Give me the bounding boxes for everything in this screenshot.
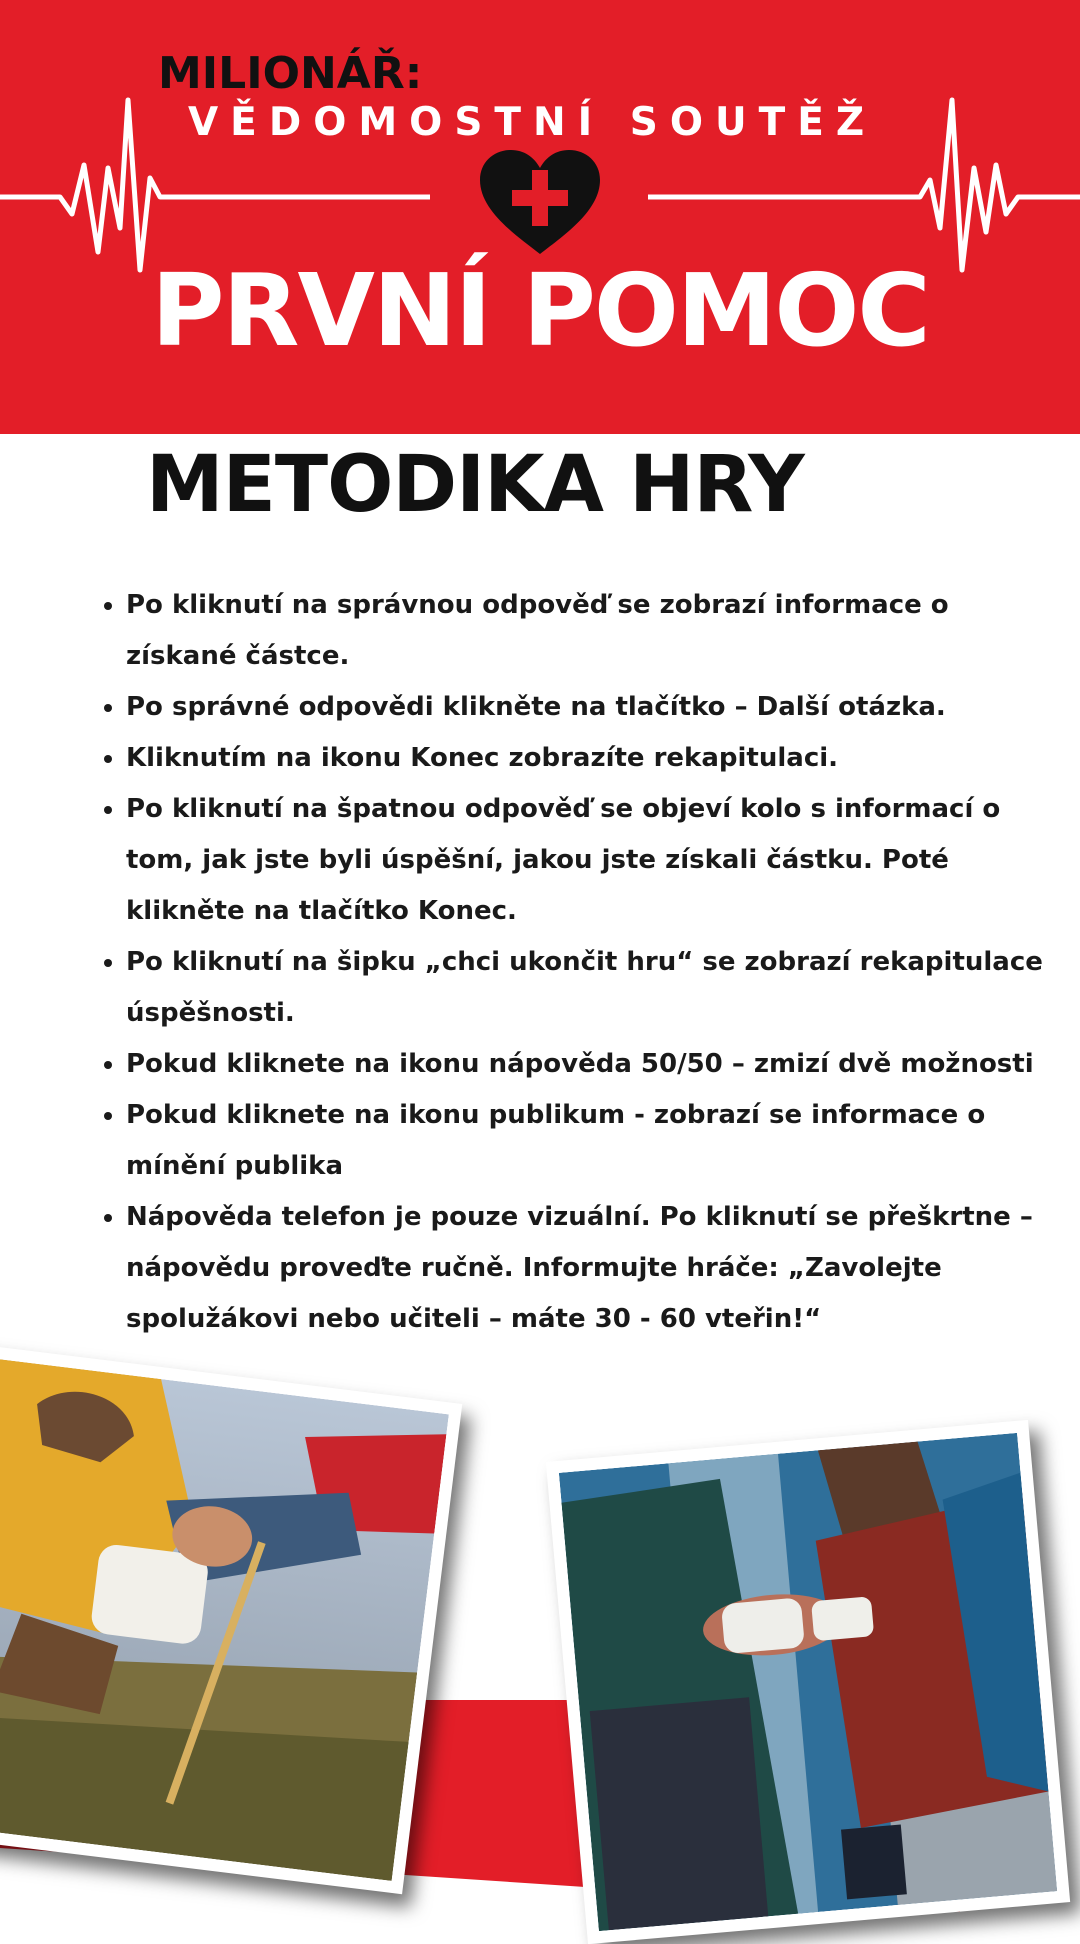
rules-list bbox=[98, 580, 1066, 1345]
subtitle: VĚDOMOSTNÍ SOUTĚŽ bbox=[188, 100, 877, 145]
photo-hiker-bandage bbox=[0, 1344, 462, 1895]
photo-illustration bbox=[559, 1433, 1057, 1931]
section-title: METODIKA HRY bbox=[146, 440, 804, 530]
list-item: • Pokud kliknete na ikonu publikum - zobrazí se informace o mínění publika bbox=[126, 1090, 1066, 1192]
list-item: • Po kliknutí na správnou odpověď se zobrazí informace o získané částce. bbox=[126, 580, 1066, 682]
list-item: • Po kliknutí na šipku „chci ukončit hru“ se zobrazí rekapitulace úspěšnosti. bbox=[126, 937, 1066, 1039]
header-banner bbox=[0, 0, 1080, 434]
list-item: • Nápověda telefon je pouze vizuální. Po kliknutí se přeškrtne – nápovědu proveďte ručně. Informujte hráče: „Zavolejte spolužákovi nebo učiteli – máte 30 - 60 vteřin!“ bbox=[126, 1192, 1066, 1345]
list-item: • Po kliknutí na špatnou odpověď se objeví kolo s informací o tom, jak jste byli úspěšní, jakou jste získali částku. Poté klikněte na tlačítko Konec. bbox=[126, 784, 1066, 937]
photo-illustration bbox=[0, 1357, 449, 1881]
list-item: • Po správné odpovědi klikněte na tlačítko – Další otázka. bbox=[126, 682, 1066, 733]
list-item: • Pokud kliknete na ikonu nápověda 50/50 – zmizí dvě možnosti bbox=[126, 1039, 1066, 1090]
heart-cross-icon bbox=[478, 148, 602, 256]
kicker-title: MILIONÁŘ: bbox=[158, 48, 423, 99]
list-item: • Kliknutím na ikonu Konec zobrazíte rekapitulaci. bbox=[126, 733, 1066, 784]
main-title: PRVNÍ POMOC bbox=[151, 252, 929, 369]
photo-wrist-bandage bbox=[546, 1420, 1070, 1944]
